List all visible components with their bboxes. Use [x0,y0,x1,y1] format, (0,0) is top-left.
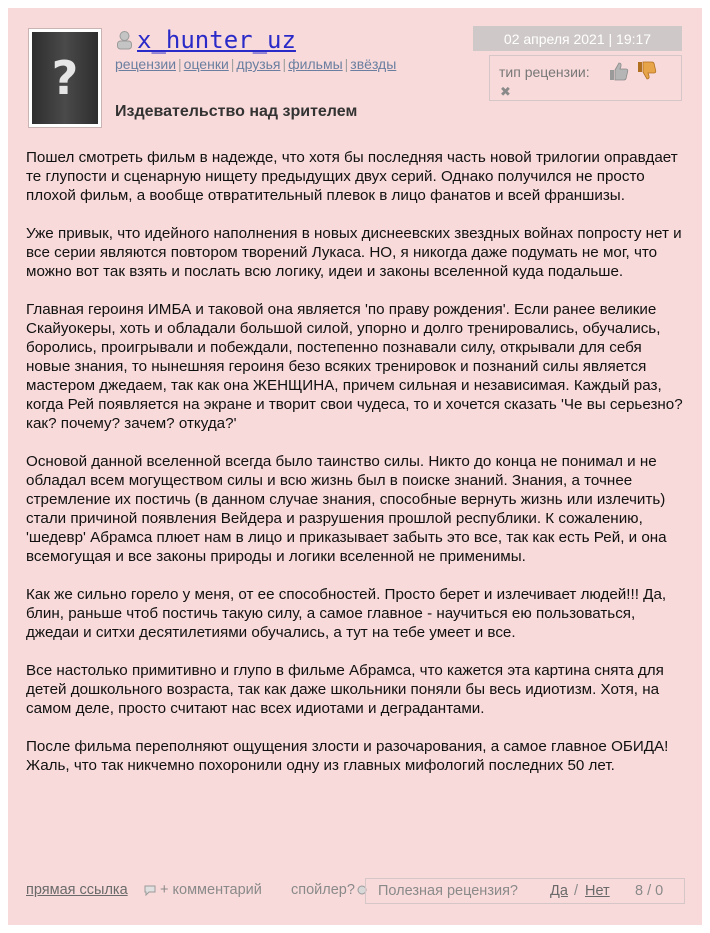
comment-bubble-icon [144,885,156,896]
user-links [115,56,396,72]
add-comment-label: + комментарий [160,882,262,898]
user-link-ratings[interactable]: оценки [183,56,229,72]
avatar[interactable] [28,28,102,128]
user-link-films[interactable]: фильмы [288,56,343,72]
review-paragraph: После фильма переполняют ощущения злости и разочарования, а самое главное ОБИДА! Жаль, что так никчемно похоронили одну из главных мифологий последних 50 лет. [26,738,669,774]
review-paragraph: Главная героиня ИМБА и таковой она является 'по праву рождения'. Если ранее великие Скайуокеры, хоть и обладали большой силой, упорно и долго тренировались, обучались, боролись, проигрывали и побеждали, постепенно познавали силу, открывали для себя новые знания, то нынешняя героиня безо всяких тренировок и познаний силы является мастером джедаем, так как она ЖЕНЩИНА, причем сильная и независимая. Каждый раз, когда Рей появляется на экране и творит свои чудеса, то и хочется сказать 'Че вы серьезно? как? почему? зачем? откуда?' [26,301,683,432]
review-footer [26,878,686,904]
review-type-label: тип рецензии: [499,64,590,80]
review-card [8,8,702,925]
clear-type-icon[interactable]: ✖ [500,84,511,99]
review-paragraph: Все настолько примитивно и глупо в фильме Абрамса, что кажется эта картина снята для детей дошкольного возраста, так как даже школьники поняли бы весь идиотизм. Хотя, на самом деле, просто считают нас всех идиотами и деградантами. [26,662,664,717]
thumbs-up-icon[interactable] [608,60,630,82]
spoiler-label: спойлер? [291,882,355,898]
vote-no-link[interactable]: Нет [585,883,610,899]
useful-review-box [365,878,685,904]
review-paragraph: Уже привык, что идейного наполнения в новых диснеевских звездных войнах попросту нет и все серии являются повтором творений Лукаса. НО, я никогда даже подумать не мог, что можно вот так взять и послать всю логику, идеи и законы вселенной куда подальше. [26,225,682,280]
username-link[interactable]: x_hunter_uz [137,26,296,54]
review-paragraph: Основой данной вселенной всегда было таинство силы. Никто до конца не понимал и не обладал всем могуществом силы и всю жизнь был в поиске знаний. Знания, а точнее стремление их постичь (в данном случае знания, способные вернуть жизнь или излечить) стали причиной появления Вейдера и разрушения прошлой республики. К сожалению, 'шедевр' Абрамса плюет нам в лицо и приказывает забыть это все, так как есть Рей, и она всемогущая и все законы природы и логики вселенной не применимы. [26,453,667,565]
avatar-placeholder: ? [32,32,98,124]
review-paragraph: Как же сильно горело у меня, от ее способностей. Просто берет и излечивает людей!!! Да, блин, раньше чтоб постичь такую силу, а самое главное - научиться ею пользоваться, джедаи и ситхи десятилетиями обучались, а тут на тебе умеет и все. [26,586,667,641]
user-link-friends[interactable]: друзья [236,56,281,72]
review-title: Издевательство над зрителем [115,103,358,120]
thumbs-down-icon[interactable] [636,60,658,82]
link-separator: | [230,56,235,72]
spoiler-toggle[interactable] [291,882,367,898]
add-comment-button[interactable] [144,882,262,898]
review-paragraph: Пошел смотреть фильм в надежде, что хотя бы последняя часть новой трилогии оправдает те глупости и сценарную нищету предыдущих двух серий. Однако получился не просто плохой фильм, а вообще отвратительный плевок в лицо фанатов и всей франшизы. [26,149,678,204]
user-row [116,26,296,54]
direct-link[interactable]: прямая ссылка [26,882,128,898]
link-separator: | [344,56,349,72]
user-link-stars[interactable]: звёзды [350,56,397,72]
link-separator: | [282,56,287,72]
useful-review-label: Полезная рецензия? [378,883,518,899]
vote-score: 8 / 0 [635,883,664,899]
user-link-reviews[interactable]: рецензии [115,56,177,72]
user-status-icon [116,30,133,50]
review-date: 02 апреля 2021 | 19:17 [473,26,682,51]
review-body [26,148,686,794]
review-type-box [489,55,682,101]
vote-separator: / [574,883,579,899]
vote-yes-link[interactable]: Да [550,883,568,899]
link-separator: | [178,56,182,72]
